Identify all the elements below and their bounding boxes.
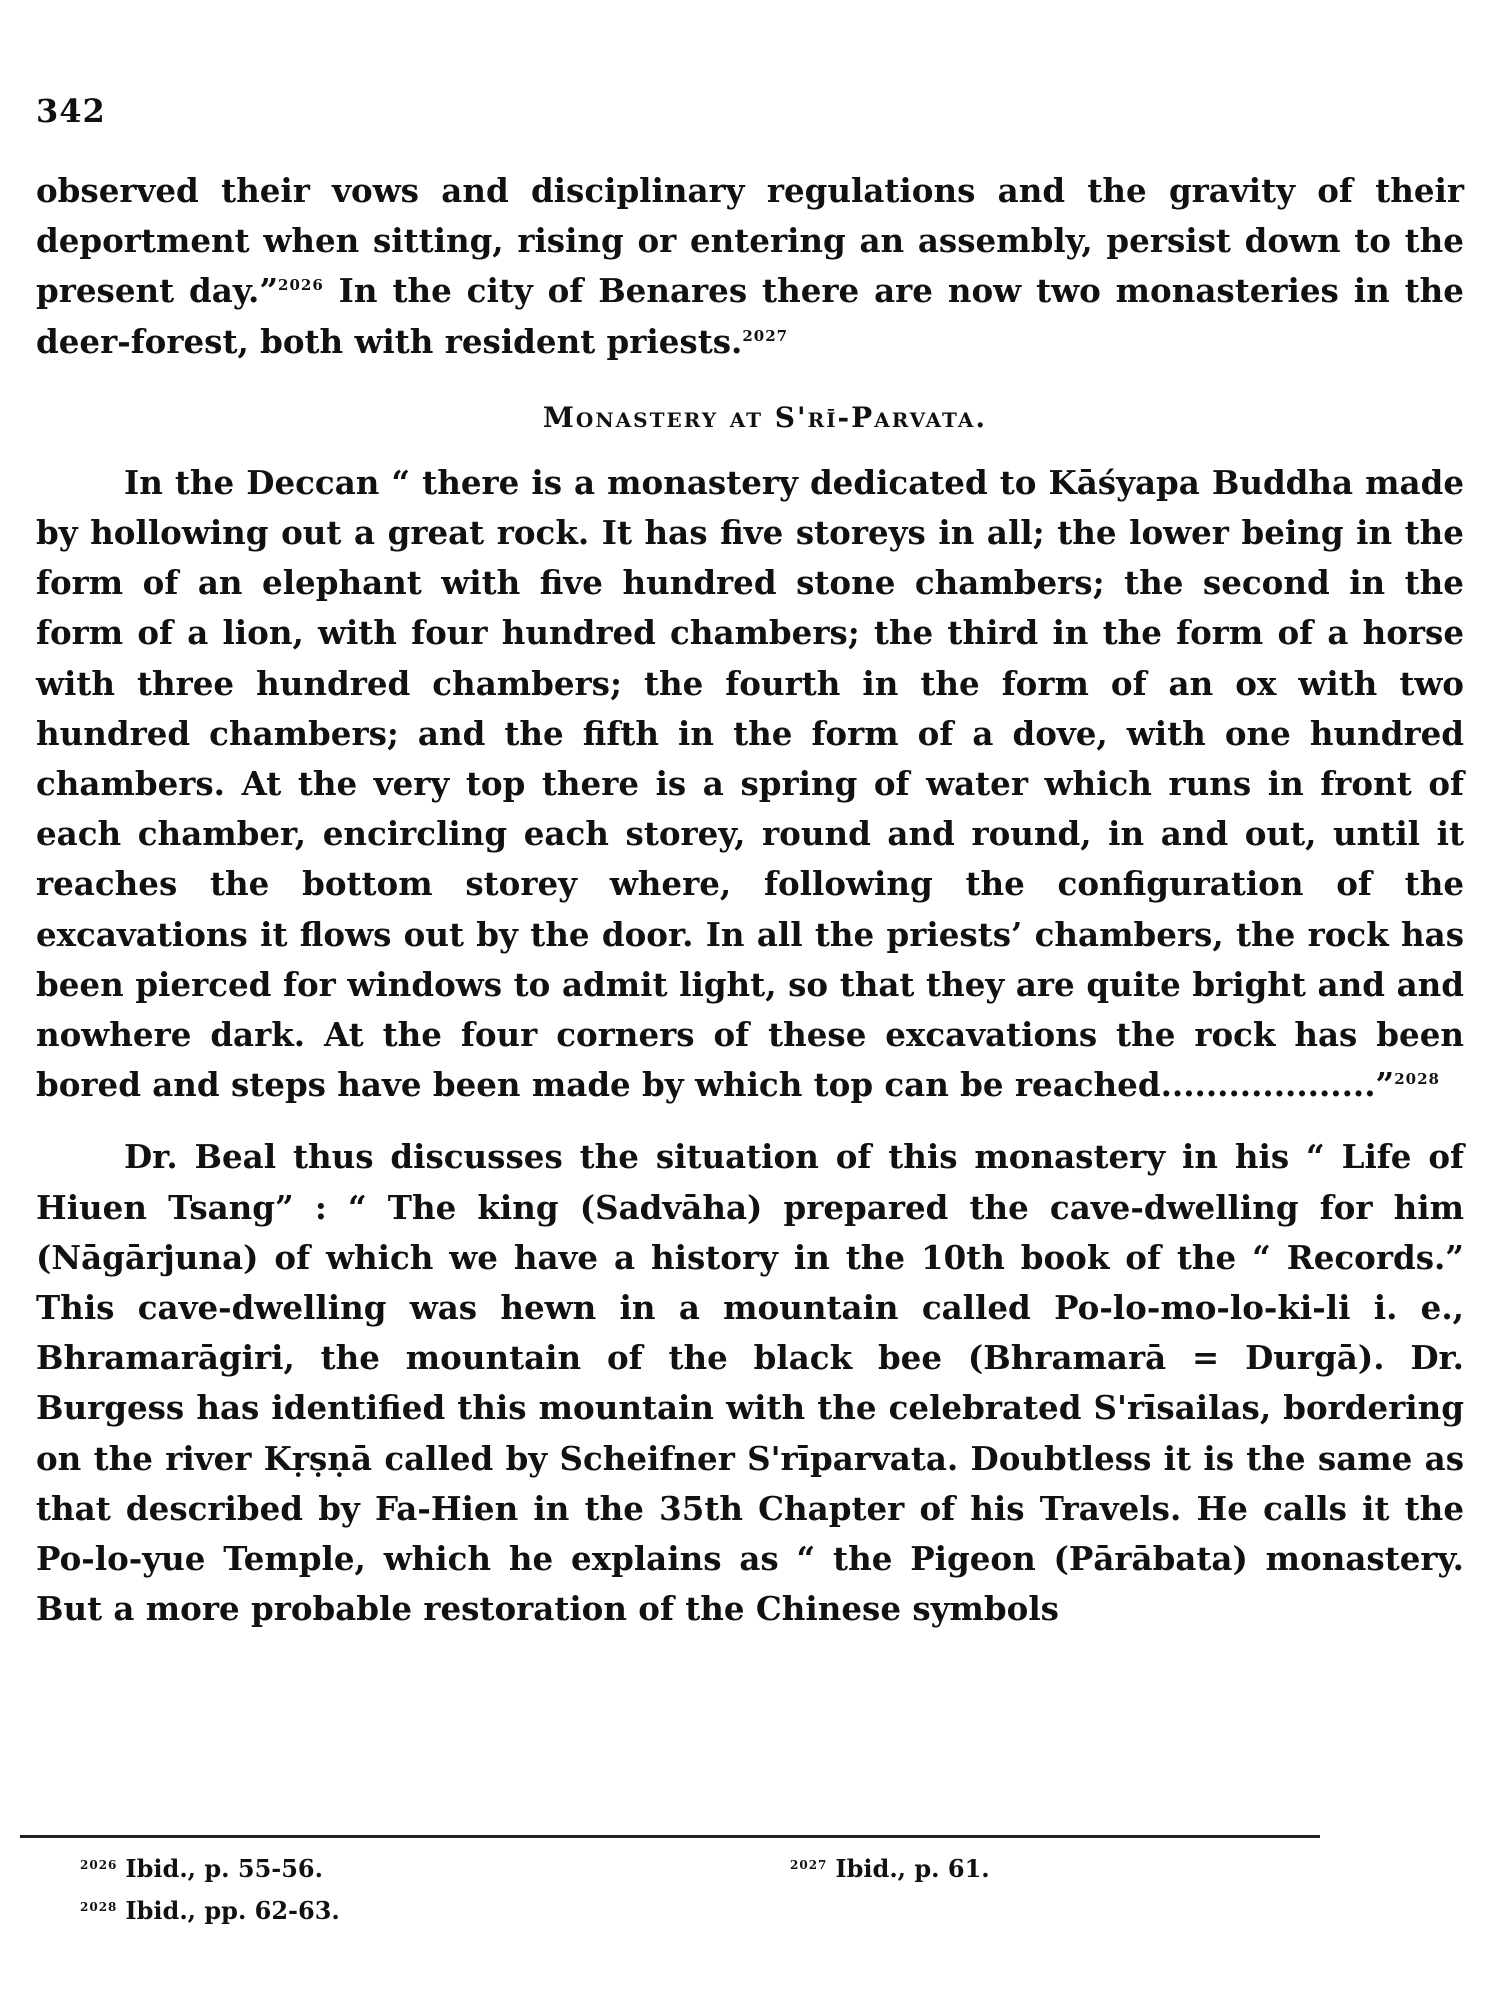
paragraph-spacer — [36, 1110, 1464, 1132]
footnote-2028 — [80, 1890, 790, 1932]
footnote-ref-2028: 2028 — [1394, 1070, 1440, 1089]
footnotes — [80, 1848, 1380, 1932]
footnote-text: Ibid., pp. 62-63. — [125, 1896, 340, 1925]
page-number: 342 — [36, 92, 106, 130]
section-heading: Monastery at S'rī-Parvata. — [542, 400, 988, 434]
footnote-ref-2026: 2026 — [278, 276, 324, 295]
footnote-row — [80, 1848, 1380, 1890]
paragraph-benares-text: In the city of Benares there are now two monasteries in the deer-forest, both with resident priests. — [36, 271, 1464, 361]
paragraph-deccan-text: In the Deccan “ there is a monastery dedicated to Kāśyapa Buddha made by hollowing out a great rock. It has five storeys in all; the lower being in the form of an elephant with five hundred stone chambers; the second in the form of a lion, with four hundred chambers; the third in the form of a horse with three hundred chambers; the fourth in the form of an ox with two hundred chambers; and the fifth in the form of a dove, with one hundred chambers. At the very top there is a spring of water which runs in front of each chamber, encircling each storey, round and round, in and out, until it reaches the bottom storey where, following the configuration of the excavations it flows out by the door. In all the priests’ chambers, the rock has been pierced for windows to admit light, so that they are quite bright and and nowhere dark. At the four corners of these excavations the rock has been bored and steps have been made by which top can be reached...................” — [36, 462, 1464, 1105]
footnote-number: 2028 — [80, 1900, 118, 1914]
footnote-text: Ibid., p. 55-56. — [125, 1854, 323, 1883]
paragraph-vows — [36, 166, 1464, 367]
paragraph-deccan-monastery — [36, 458, 1464, 1111]
footnote-row — [80, 1890, 1380, 1932]
footnote-2027 — [790, 1848, 990, 1890]
footnote-text: Ibid., p. 61. — [835, 1854, 990, 1883]
paragraph-vows-text: observed their vows and disciplinary regulations and the gravity of their deportment when sitting, rising or entering an assembly, persist down to the present day.” — [36, 171, 1464, 311]
footnote-ref-2027: 2027 — [742, 326, 789, 345]
footnote-2026 — [80, 1848, 790, 1890]
footnote-number: 2027 — [790, 1858, 828, 1872]
page-body — [36, 92, 1464, 1634]
paragraph-dr-beal: Dr. Beal thus discusses the situation of this monastery in his “ Life of Hiuen Tsang” : “ The king (Sadvāha) prepared the cave-dwelling for him (Nāgārjuna) of which we have a history in the 10th book of the “ Records.” This cave-dwelling was hewn in a mountain called Po-lo-mo-lo-ki-li i. e., Bhramarāgiri, the mountain of the black bee (Bhramarā = Durgā). Dr. Burgess has identified this mountain with the celebrated S'rīsailas, bordering on the river Kṛṣṇā called by Scheifner S'rīparvata. Doubtless it is the same as that described by Fa-Hien in the 35th Chapter of his Travels. He calls it the Po-lo-yue Temple, which he explains as “ the Pigeon (Pārābata) monastery. But a more probable restoration of the Chinese symbols — [36, 1137, 1464, 1629]
footnote-number: 2026 — [80, 1858, 118, 1872]
footnote-divider — [20, 1835, 1320, 1838]
